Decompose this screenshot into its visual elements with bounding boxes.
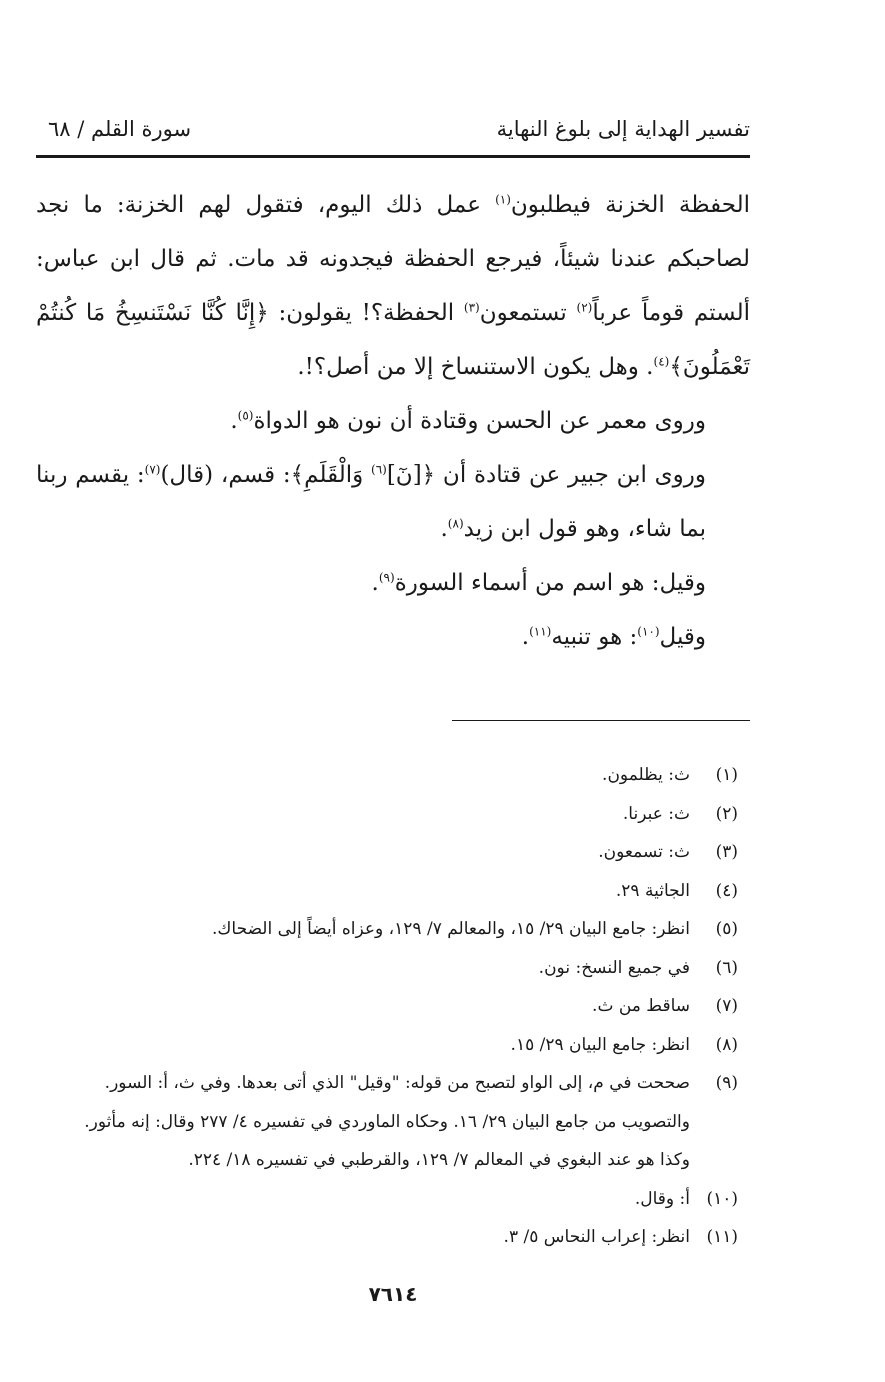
paragraph-2: [36, 394, 750, 448]
paragraph-5: [36, 610, 750, 664]
footnote: [36, 987, 750, 1026]
footnote-ref: (٣): [463, 300, 480, 315]
footnote-number: (١): [715, 765, 738, 785]
quran-quote: ﴿[نٓ]: [386, 462, 436, 488]
footnote-text: ث: تسمعون.: [598, 842, 690, 862]
footnote-number: (١٠): [706, 1188, 738, 1209]
footnote-ref: (٩): [378, 570, 395, 585]
paragraph-1: [36, 178, 750, 394]
footnote-separator: [452, 720, 750, 721]
footnote-number: (٤): [715, 880, 738, 901]
quran-quote: وَالْقَلَمِ﴾: [290, 462, 371, 488]
text-run: .: [521, 624, 530, 650]
text-run: الحفظة؟! يقولون:: [268, 300, 464, 326]
footnote-text: في جميع النسخ: نون.: [538, 957, 690, 978]
footnote-text: والتصويب من جامع البيان ٢٩/ ١٦. وحكاه الماوردي في تفسيره ٤/ ٢٧٧ وقال: إنه مأثور.: [84, 1111, 690, 1132]
paragraph-3: [36, 448, 750, 556]
text-run: .: [371, 570, 379, 596]
text-run: .: [440, 516, 448, 542]
surah-label: سورة القلم / ٦٨: [48, 117, 192, 141]
footnote-number: (٦): [715, 957, 738, 978]
footnote-text: صححت في م، إلى الواو لتصبح من قوله: "وقيل" الذي أتى بعدها. وفي ث، أ: السور.: [104, 1073, 690, 1093]
footnote-text: أ: وقال.: [634, 1188, 690, 1209]
footnote-text: وكذا هو عند البغوي في المعالم ٧/ ١٢٩، والقرطبي في تفسيره ١٨/ ٢٢٤.: [188, 1150, 690, 1170]
footnote: [36, 1064, 750, 1103]
main-text: [36, 178, 750, 664]
text-run: : قسم، (قال): [160, 462, 291, 488]
footnote: [36, 1180, 750, 1219]
paragraph-4: [36, 556, 750, 610]
footnote-text: ث: عبرنا.: [622, 803, 690, 824]
footnote-ref: (٤): [653, 354, 670, 369]
footnote-ref: (٦): [371, 462, 387, 477]
text-run: . وهل يكون الاستنساخ إلا من أصل؟!.: [297, 354, 654, 380]
footnote: [36, 833, 750, 872]
text-run: وروى ابن جبير عن قتادة أن: [435, 462, 706, 488]
footnote-text: ث: يظلمون.: [602, 765, 690, 785]
footnote-number: (٣): [715, 842, 738, 862]
footnote-ref: (١٠): [637, 624, 660, 639]
footnote-ref: (٨): [447, 516, 464, 531]
text-run: .: [230, 408, 238, 434]
footnote: [36, 1218, 750, 1257]
footnote-ref: (٧): [144, 462, 161, 477]
footnote-number: (٢): [715, 803, 738, 824]
text-run: الحفظة الخزنة فيطلبون: [510, 192, 751, 218]
footnote-ref: (١): [495, 192, 511, 207]
footnote-continuation: [36, 1141, 750, 1180]
footnote: [36, 795, 750, 834]
footnote-number: (٥): [715, 919, 738, 939]
text-run: : يقسم ربنا بما شاء، وهو قول ابن زيد: [36, 462, 706, 542]
footnote-number: (١١): [706, 1227, 738, 1247]
quran-quote: ﴿إِنَّا كُنَّا نَسْتَنسِخُ مَا كُنتُمْ تَعْمَلُونَ﴾: [36, 300, 750, 380]
footnote: [36, 910, 750, 949]
footnote: [36, 949, 750, 988]
book-title: تفسير الهداية إلى بلوغ النهاية: [496, 117, 750, 141]
text-run: وقيل: هو اسم من أسماء السورة: [394, 570, 706, 596]
footnote-text: الجاثية ٢٩.: [615, 880, 690, 901]
footnote-number: (٨): [715, 1034, 738, 1055]
footnote-number: (٧): [715, 996, 738, 1016]
footnote: [36, 872, 750, 911]
text-run: وقيل: [659, 624, 706, 650]
text-run: : هو تنبيه: [551, 624, 638, 650]
document-page: [36, 0, 750, 1382]
footnotes: [36, 756, 750, 1257]
text-run: تستمعون: [479, 300, 577, 326]
footnote-text: انظر: جامع البيان ٢٩/ ١٥، والمعالم ٧/ ١٢٩، وعزاه أيضاً إلى الضحاك.: [212, 919, 690, 939]
footnote: [36, 1026, 750, 1065]
footnote-text: انظر: جامع البيان ٢٩/ ١٥.: [510, 1034, 690, 1055]
running-header: [36, 113, 750, 147]
text-run: وروى معمر عن الحسن وقتادة أن نون هو الدواة: [253, 408, 706, 434]
footnote-ref: (١١): [529, 624, 552, 639]
footnote-ref: (٥): [237, 408, 254, 423]
footnote-number: (٩): [715, 1073, 738, 1093]
footnote: [36, 756, 750, 795]
text-run: عمل ذلك اليوم، فتقول لهم الخزنة: ما نجد لصاحبكم عندنا شيئاً، فيرجع الحفظة فيجدونه قد مات. ثم قال ابن عباس: ألستم قوماً عرباً: [36, 192, 750, 326]
footnote-continuation: [36, 1103, 750, 1142]
footnote-ref: (٢): [576, 300, 593, 315]
footnote-text: ساقط من ث.: [592, 996, 690, 1016]
header-rule: [36, 155, 750, 158]
page-number: ٧٦١٤: [368, 1282, 418, 1306]
footnote-text: انظر: إعراب النحاس ٥/ ٣.: [503, 1227, 690, 1247]
